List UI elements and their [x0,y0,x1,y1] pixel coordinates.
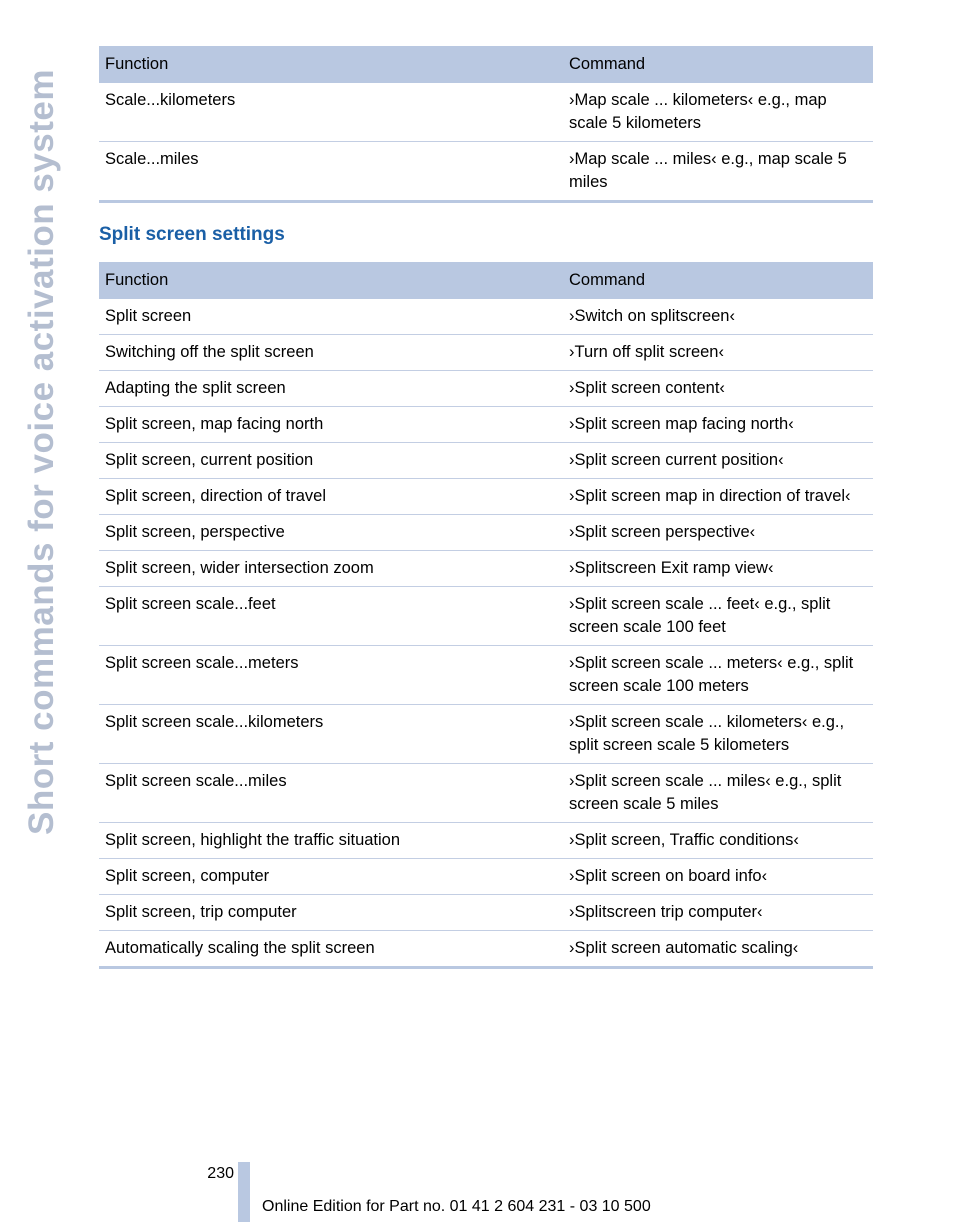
split-screen-commands-table [99,262,873,969]
command-cell: ›Split screen, Traffic conditions‹ [563,823,873,859]
command-cell: ›Turn off split screen‹ [563,335,873,371]
function-cell: Split screen scale...miles [99,764,563,823]
table-row [99,83,873,142]
command-cell: ›Split screen scale ... feet‹ e.g., split screen scale 100 feet [563,587,873,646]
command-cell: ›Split screen perspective‹ [563,515,873,551]
table-row [99,551,873,587]
scale-commands-table [99,46,873,203]
command-cell: ›Split screen map in direction of travel‹ [563,479,873,515]
command-cell: ›Split screen current position‹ [563,443,873,479]
function-cell: Split screen scale...kilometers [99,705,563,764]
command-column-header: Command [563,46,873,83]
function-column-header: Function [99,262,563,299]
command-cell: ›Split screen map facing north‹ [563,407,873,443]
table-row [99,705,873,764]
side-title-text: Short commands for voice activation system [22,69,61,835]
footer-edition-text: Online Edition for Part no. 01 41 2 604 231 - 03 10 500 [262,1198,651,1215]
command-cell: ›Split screen scale ... meters‹ e.g., split screen scale 100 meters [563,646,873,705]
table-row [99,931,873,968]
table-row [99,407,873,443]
side-title [22,46,62,858]
command-cell: ›Splitscreen trip computer‹ [563,895,873,931]
table-header-row [99,262,873,299]
footer-bar [238,1162,250,1222]
function-cell: Split screen, map facing north [99,407,563,443]
command-cell: ›Map scale ... miles‹ e.g., map scale 5 miles [563,142,873,202]
function-column-header: Function [99,46,563,83]
command-cell: ›Splitscreen Exit ramp view‹ [563,551,873,587]
table-row [99,443,873,479]
section-heading: Split screen settings [99,224,285,245]
function-cell: Split screen, trip computer [99,895,563,931]
table-row [99,371,873,407]
table-row [99,587,873,646]
command-cell: ›Map scale ... kilometers‹ e.g., map scale 5 kilometers [563,83,873,142]
function-cell: Scale...miles [99,142,563,202]
function-cell: Split screen, computer [99,859,563,895]
table-row [99,764,873,823]
function-cell: Split screen, perspective [99,515,563,551]
function-cell: Scale...kilometers [99,83,563,142]
table-row [99,142,873,202]
command-cell: ›Split screen scale ... miles‹ e.g., split screen scale 5 miles [563,764,873,823]
table-row [99,859,873,895]
table-row [99,646,873,705]
command-cell: ›Split screen scale ... kilometers‹ e.g., split screen scale 5 kilometers [563,705,873,764]
function-cell: Split screen, wider intersection zoom [99,551,563,587]
table-row [99,515,873,551]
table-row [99,335,873,371]
table-row [99,823,873,859]
function-cell: Split screen, highlight the traffic situation [99,823,563,859]
command-cell: ›Split screen automatic scaling‹ [563,931,873,968]
table-row [99,299,873,335]
command-column-header: Command [563,262,873,299]
command-cell: ›Split screen content‹ [563,371,873,407]
function-cell: Split screen scale...meters [99,646,563,705]
table-header-row [99,46,873,83]
function-cell: Split screen, current position [99,443,563,479]
command-cell: ›Split screen on board info‹ [563,859,873,895]
table-row [99,479,873,515]
function-cell: Split screen [99,299,563,335]
function-cell: Switching off the split screen [99,335,563,371]
function-cell: Split screen scale...feet [99,587,563,646]
page-number: 230 [207,1165,234,1182]
function-cell: Split screen, direction of travel [99,479,563,515]
function-cell: Automatically scaling the split screen [99,931,563,968]
function-cell: Adapting the split screen [99,371,563,407]
table-row [99,895,873,931]
command-cell: ›Switch on splitscreen‹ [563,299,873,335]
